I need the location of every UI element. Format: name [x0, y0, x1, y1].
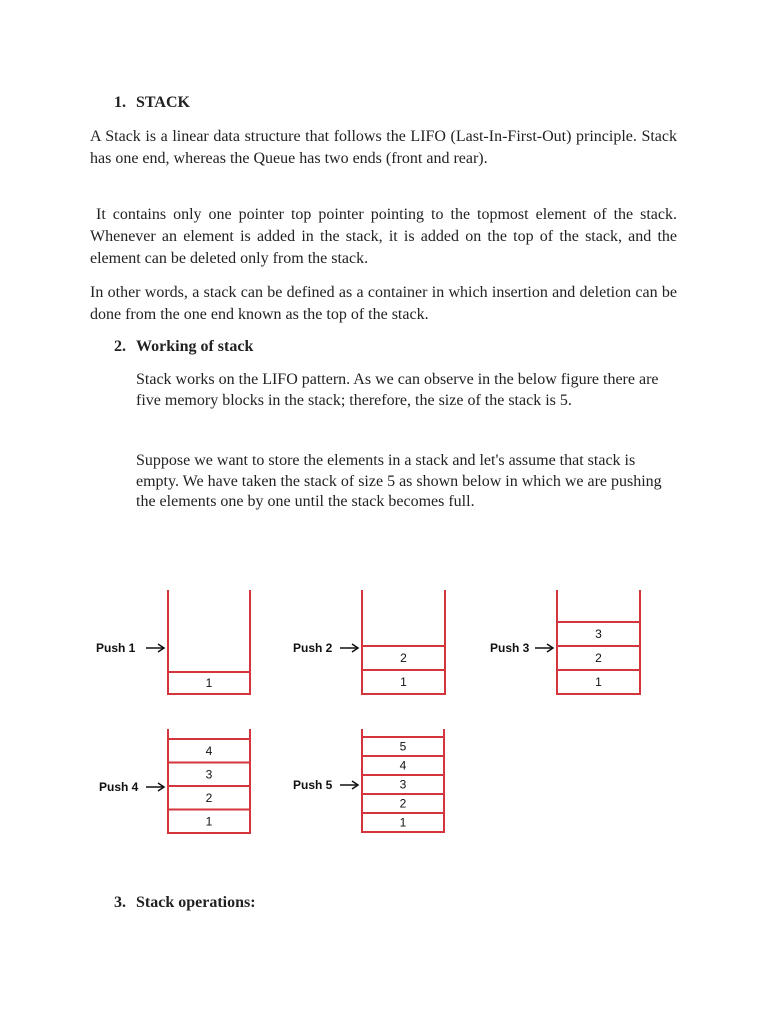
heading-title: STACK: [136, 94, 190, 111]
heading-number: 1.: [114, 94, 126, 111]
stack-cell-value: 5: [399, 739, 407, 754]
push-label: Push 1: [96, 641, 136, 655]
stack-cell-value: 4: [399, 758, 407, 773]
stack-cell-value: 2: [595, 651, 602, 665]
heading-number: 3.: [114, 894, 126, 911]
stack-cell-value: 4: [205, 743, 213, 758]
paragraph-lifo-pattern: Stack works on the LIFO pattern. As we can observe in the below figure there are five memory blocks in the stack; therefore, the size of the stack is 5.: [136, 371, 659, 409]
stack-cell-value: 2: [400, 651, 407, 665]
paragraph-push-example: Suppose we want to store the elements in a stack and let's assume that stack is empty. We have taken the stack of size 5 as shown below in which we are pushing the elements one by one until the stack becomes full.: [136, 452, 662, 510]
stack-cell-value: 2: [205, 790, 213, 805]
heading-title: Stack operations:: [136, 894, 256, 911]
heading-stack-operations: [114, 894, 256, 912]
stack-cell-value: 1: [205, 676, 213, 690]
push-label: Push 5: [293, 778, 333, 792]
paragraph-other-words: In other words, a stack can be defined as a container in which insertion and deletion can be done from the one end known as the top of the stack.: [90, 284, 677, 323]
heading-title: Working of stack: [136, 338, 254, 355]
paragraph-definition: A Stack is a linear data structure that follows the LIFO (Last-In-First-Out) principle. Stack has one end, whereas the Queue has two ends (front and rear).: [90, 128, 677, 167]
push-label: Push 4: [99, 780, 139, 794]
push-label: Push 2: [293, 641, 333, 655]
push-label: Push 3: [490, 641, 530, 655]
stack-cell-value: 3: [595, 627, 602, 641]
stack-cell-value: 1: [399, 815, 407, 830]
stack-cell-value: 3: [205, 767, 213, 782]
stack-cell-value: 2: [399, 796, 407, 811]
stack-cell-value: 1: [205, 814, 213, 829]
stack-cell-value: 1: [595, 675, 602, 689]
paragraph-pointer: It contains only one pointer top pointer pointing to the topmost element of the stack. Whenever an element is added in the stack, it is added on the top of the stack, and the element can be deleted only from the stack.: [90, 206, 677, 267]
stack-cell-value: 1: [400, 675, 407, 689]
heading-number: 2.: [114, 338, 126, 355]
stack-cell-value: 3: [399, 777, 407, 792]
